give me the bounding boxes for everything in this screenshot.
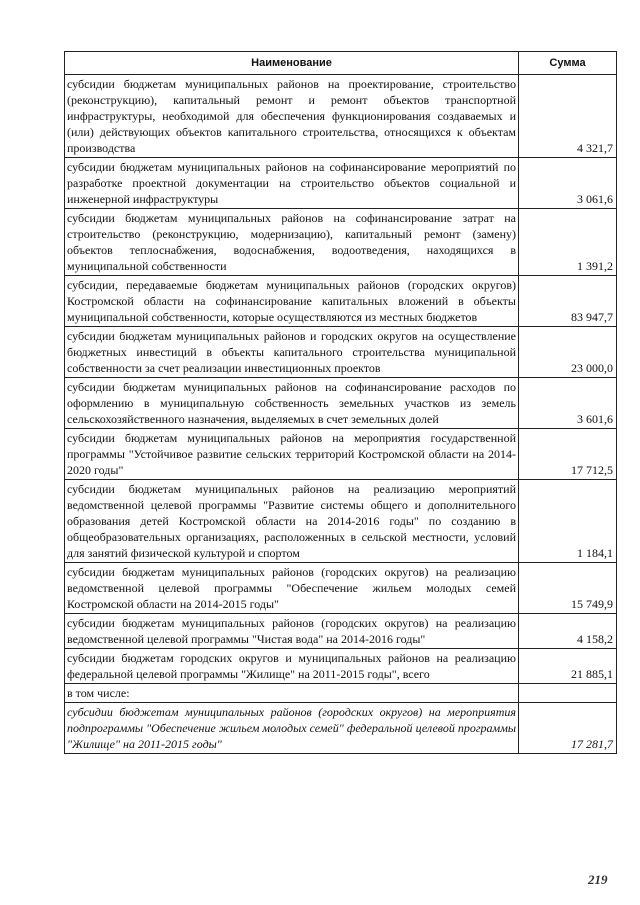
row-sum: 3 601,6 <box>519 378 617 429</box>
row-name: субсидии бюджетам муниципальных районов на реализацию мероприятий ведомственной целевой программы "Развитие системы общего и дополнительного образования детей Костромской области на 2014-2016 годы" по созданию в общеобразовательных организациях, расположенных в сельской местности, условий для занятий физической культурой и спортом <box>65 480 519 563</box>
table-row <box>65 276 617 327</box>
row-name: субсидии бюджетам муниципальных районов (городских округов) на реализацию ведомственной целевой программы "Чистая вода" на 2014-2016 годы" <box>65 614 519 649</box>
row-sum <box>519 684 617 703</box>
row-name: в том числе: <box>65 684 519 703</box>
row-name: субсидии бюджетам городских округов и муниципальных районов на реализацию федеральной целевой программы "Жилище" на 2011-2015 годы", всего <box>65 649 519 684</box>
table-row <box>65 327 617 378</box>
row-name: субсидии бюджетам муниципальных районов (городских округов) на реализацию ведомственной целевой программы "Обеспечение жильем молодых семей Костромской области на 2014-2015 годы" <box>65 563 519 614</box>
table-row <box>65 158 617 209</box>
table-row <box>65 614 617 649</box>
row-sum: 17 281,7 <box>519 703 617 754</box>
row-name: субсидии бюджетам муниципальных районов на проектирование, строительство (реконструкцию), капитальный ремонт и ремонт объектов транспортной инфраструктуры, необходимой для обеспечения функционирования создаваемых и (или) действующих объектов капитального строительства, относящихся к объектам производства <box>65 75 519 158</box>
row-sum: 1 391,2 <box>519 209 617 276</box>
row-name: субсидии бюджетам муниципальных районов (городских округов) на мероприятия подпрограммы "Обеспечение жильем молодых семей" федеральной целевой программы "Жилище" на 2011-2015 годы" <box>65 703 519 754</box>
budget-table <box>64 51 617 754</box>
row-sum: 4 158,2 <box>519 614 617 649</box>
row-sum: 83 947,7 <box>519 276 617 327</box>
row-sum: 15 749,9 <box>519 563 617 614</box>
row-name: субсидии, передаваемые бюджетам муниципальных районов (городских округов) Костромской области на софинансирование капитальных вложений в объекты муниципальной собственности, которые осуществляются из местных бюджетов <box>65 276 519 327</box>
table-row <box>65 563 617 614</box>
row-sum: 4 321,7 <box>519 75 617 158</box>
row-name: субсидии бюджетам муниципальных районов на софинансирование мероприятий по разработке проектной документации на строительство объектов социальной и инженерной инфраструктуры <box>65 158 519 209</box>
table-row-subheading <box>65 684 617 703</box>
column-header-name: Наименование <box>65 52 519 75</box>
row-sum: 3 061,6 <box>519 158 617 209</box>
page-number: 219 <box>588 872 608 887</box>
row-sum: 1 184,1 <box>519 480 617 563</box>
table-row <box>65 209 617 276</box>
table-row <box>65 378 617 429</box>
column-header-sum: Сумма <box>519 52 617 75</box>
row-name: субсидии бюджетам муниципальных районов на софинансирование расходов по оформлению в муниципальную собственность земельных участков из земель сельскохозяйственного назначения, выделяемых в счет земельных долей <box>65 378 519 429</box>
table-row <box>65 480 617 563</box>
table-header-row <box>65 52 617 75</box>
row-sum: 21 885,1 <box>519 649 617 684</box>
row-name: субсидии бюджетам муниципальных районов на софинансирование затрат на строительство (реконструкцию, модернизацию), капитальный ремонт (замену) объектов теплоснабжения, водоснабжения, водоотведения, находящихся в муниципальной собственности <box>65 209 519 276</box>
row-name: субсидии бюджетам муниципальных районов и городских округов на осуществление бюджетных инвестиций в объекты капитального строительства муниципальной собственности за счет реализации инвестиционных проектов <box>65 327 519 378</box>
table-row <box>65 649 617 684</box>
row-sum: 23 000,0 <box>519 327 617 378</box>
table-row <box>65 429 617 480</box>
table-row <box>65 703 617 754</box>
table-row <box>65 75 617 158</box>
row-name: субсидии бюджетам муниципальных районов на мероприятия государственной программы "Устойчивое развитие сельских территорий Костромской области на 2014-2020 годы" <box>65 429 519 480</box>
row-sum: 17 712,5 <box>519 429 617 480</box>
